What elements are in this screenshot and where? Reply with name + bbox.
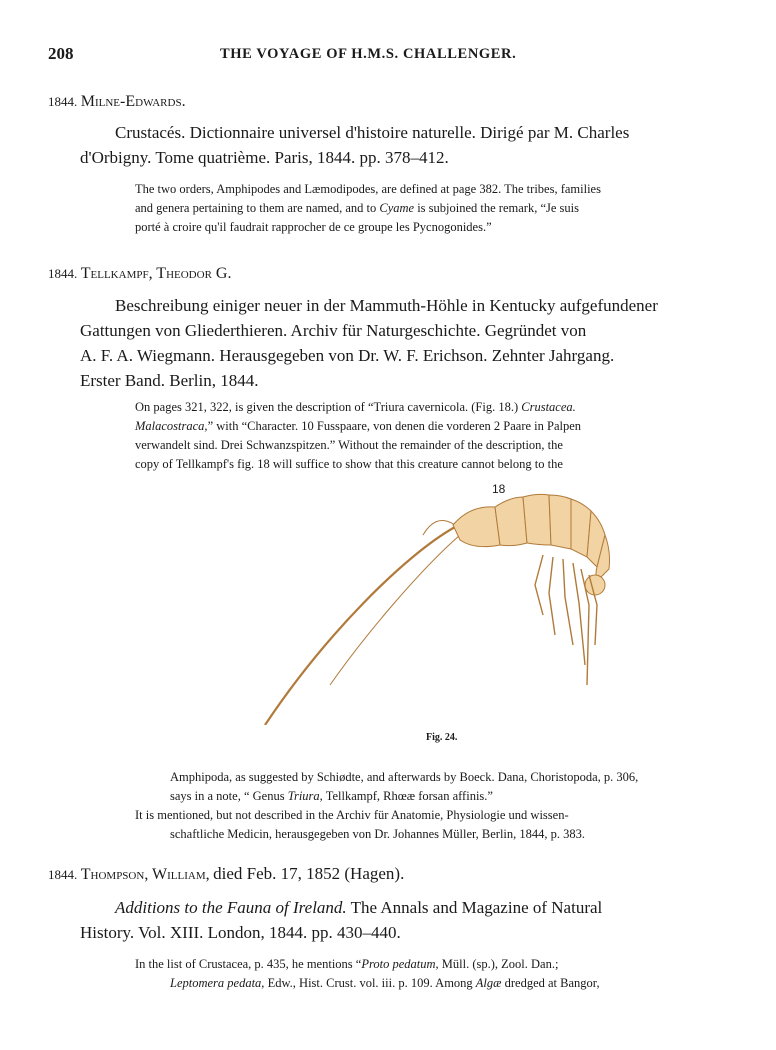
entry-title-milne-edwards [80, 120, 730, 170]
title-line: Erster Band. Berlin, 1844. [80, 371, 259, 390]
entry-title-thompson [80, 895, 730, 945]
note-line: verwandelt sind. Drei Schwanzspitzen.” Without the remainder of the description, the [135, 438, 563, 452]
entry-author-dates: died Feb. 17, 1852 (Hagen). [213, 864, 405, 883]
note-text: Edw., Hist. Crust. vol. iii. p. 109. Among [267, 976, 473, 990]
title-text: The Annals and Magazine of Natural [350, 898, 603, 917]
note-text: On pages 321, 322, is given the description of “Triura cavernicola. (Fig. 18.) [135, 400, 519, 414]
head [453, 507, 500, 547]
title-line: Crustacés. Dictionnaire universel d'histoire naturelle. Dirigé par M. Charles [115, 123, 630, 142]
antenna-2 [330, 535, 460, 685]
note-italic: Proto pedatum, [361, 957, 439, 971]
title-line [115, 895, 602, 920]
entry-heading-thompson [48, 864, 404, 884]
figure-number: 18 [492, 482, 506, 496]
antenna [265, 527, 455, 725]
body-segment [549, 495, 571, 549]
entry-heading-tellkampf [48, 265, 231, 283]
note-line: schaftliche Medicin, herausgegeben von Dr. Johannes Müller, Berlin, 1844, p. 383. [170, 827, 586, 841]
telson [585, 575, 605, 595]
title-line: d'Orbigny. Tome quatrième. Paris, 1844. pp. 378–412. [80, 148, 449, 167]
note-italic: Crustacea. [521, 400, 576, 414]
note-thompson [135, 955, 735, 995]
note-text: dredged at Bangor, [504, 976, 600, 990]
body-segment [495, 497, 527, 546]
note-text: is subjoined the remark, “Je suis [417, 201, 579, 215]
note-text: and genera pertaining to them are named, and to [135, 201, 377, 215]
entry-title-tellkampf [80, 293, 730, 393]
note-tellkampf-continued [135, 768, 735, 844]
body-segment [523, 494, 551, 545]
note-line: porté à croire qu'il faudrait rapprocher de ce groupe les Pycnogonides.” [135, 220, 492, 234]
note-line [135, 417, 581, 436]
leg [563, 559, 573, 645]
title-line: A. F. A. Wiegmann. Herausgegeben von Dr. W. F. Erichson. Zehnter Jahrgang. [80, 346, 615, 365]
note-line: copy of Tellkampf's fig. 18 will suffice to show that this creature cannot belong to the [135, 457, 563, 471]
leg [535, 555, 543, 615]
amphipod-illustration [255, 485, 615, 725]
note-line [170, 974, 600, 993]
title-line: Gattungen von Gliederthieren. Archiv für Naturgeschichte. Gegründet von [80, 321, 587, 340]
running-title: THE VOYAGE OF H.M.S. CHALLENGER. [220, 46, 517, 62]
note-italic: Algæ [475, 976, 502, 990]
entry-author: Tellkampf, Theodor G. [80, 265, 232, 282]
entry-year: 1844. [48, 266, 78, 281]
entry-author: Milne-Edwards. [80, 93, 186, 110]
title-italic: Additions to the Fauna of Ireland. [115, 898, 347, 917]
entry-year: 1844. [48, 867, 78, 882]
leg [549, 557, 555, 635]
note-italic: Cyame [379, 201, 415, 215]
title-line: History. Vol. XIII. London, 1844. pp. 430–440. [80, 923, 401, 942]
note-text: Tellkampf, Rhœæ forsan affinis.” [325, 789, 493, 803]
figure-caption: Fig. 24. [426, 732, 458, 743]
note-text: Müll. (sp.), Zool. Dan.; [441, 957, 559, 971]
note-tellkampf [135, 398, 735, 474]
title-line: Beschreibung einiger neuer in der Mammuth-Höhle in Kentucky aufgefundener [115, 296, 658, 315]
note-italic: Malacostraca, [135, 419, 208, 433]
note-line [135, 398, 576, 417]
note-italic: Leptomera pedata, [170, 976, 265, 990]
entry-author: Thompson, William, [80, 866, 210, 883]
note-italic: Triura, [287, 789, 323, 803]
note-milne-edwards [135, 180, 735, 237]
note-line: It is mentioned, but not described in the Archiv für Anatomie, Physiologie und wissen- [135, 808, 569, 822]
note-line: The two orders, Amphipodes and Læmodipodes, are defined at page 382. The tribes, families [135, 182, 601, 196]
note-line: Amphipoda, as suggested by Schiødte, and afterwards by Boeck. Dana, Choristopoda, p. 306, [170, 770, 639, 784]
legs [535, 555, 597, 685]
note-text: says in a note, “ Genus [170, 789, 285, 803]
page-number: 208 [48, 44, 74, 63]
note-text: In the list of Crustacea, p. 435, he mentions “ [135, 957, 362, 971]
entry-year: 1844. [48, 94, 78, 109]
antennule [423, 520, 455, 535]
note-line [135, 955, 558, 974]
note-line [135, 199, 579, 218]
note-text: ” with “Character. 10 Fusspaare, von denen die vorderen 2 Paare in Palpen [207, 419, 582, 433]
body [453, 494, 610, 595]
note-line [170, 787, 493, 806]
entry-heading-milne-edwards [48, 93, 186, 111]
